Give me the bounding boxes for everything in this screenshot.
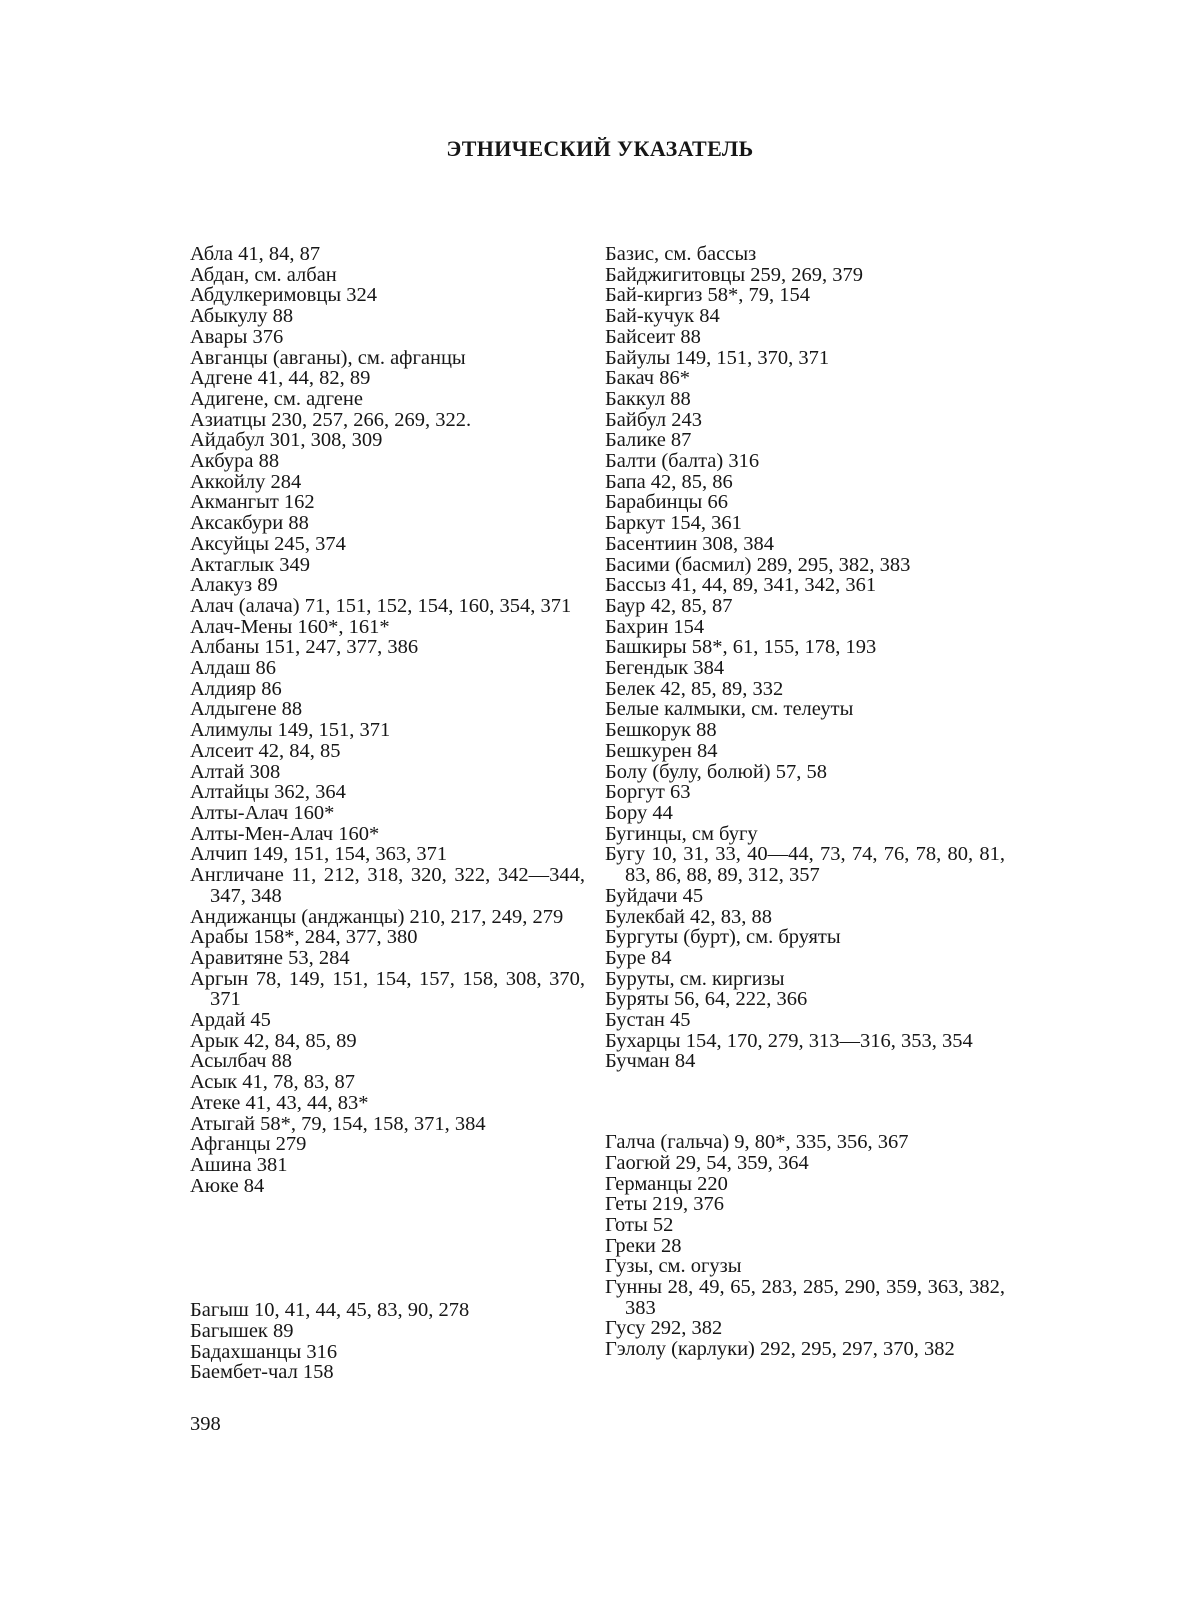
index-entry: Балике 87 [605,429,692,452]
index-entry: Буре 84 [605,946,672,969]
index-entry: Греки 28 [605,1234,682,1257]
index-column-left [190,244,585,1383]
index-entry: Бучман 84 [605,1050,696,1073]
index-entry: Арык 42, 84, 85, 89 [190,1029,357,1052]
index-entry: Бустан 45 [605,1009,691,1032]
index-entry: Аккойлу 284 [190,470,302,493]
index-entry: Абла 41, 84, 87 [190,243,321,265]
index-entry: Бугу 10, 31, 33, 40—44, 73, 74, 76, 78, 80, 81, 83, 86, 88, 89, 312, 357 [605,843,1005,887]
index-entry: Алчип 149, 151, 154, 363, 371 [190,843,448,866]
index-entry: Аргын 78, 149, 151, 154, 157, 158, 308, 370, 371 [190,967,585,1011]
index-entry: Айдабул 301, 308, 309 [190,429,383,452]
index-entry: Азиатцы 230, 257, 266, 269, 322. [190,408,472,431]
index-entry: Баур 42, 85, 87 [605,594,733,617]
index-entry: Бургуты (бурт), см. бруяты [605,926,841,949]
index-entry: Буруты, см. киргизы [605,967,785,990]
index-entry: Белек 42, 85, 89, 332 [605,677,784,700]
index-entry: Гузы, см. огузы [605,1255,742,1278]
index-entry: Авары 376 [190,325,284,348]
index-entry: Абыкулу 88 [190,305,294,328]
index-entry: Готы 52 [605,1213,674,1236]
page-number: 398 [190,1413,221,1435]
index-section-b-continued [190,1300,585,1383]
index-entry: Бахрин 154 [605,615,705,638]
index-entry: Авганцы (авганы), см. афганцы [190,346,466,369]
index-section-a [190,244,585,1196]
index-entry: Бассыз 41, 44, 89, 341, 342, 361 [605,574,877,597]
index-entry: Басими (басмил) 289, 295, 382, 383 [605,553,911,576]
index-entry: Бору 44 [605,801,673,824]
index-column-right [605,244,1005,1360]
section-gap [190,1196,585,1300]
index-entry: Байбул 243 [605,408,702,431]
index-entry: Багышек 89 [190,1320,294,1343]
index-entry: Алдияр 86 [190,677,282,700]
index-entry: Бешкурен 84 [605,739,718,762]
index-entry: Багыш 10, 41, 44, 45, 83, 90, 278 [190,1299,470,1322]
index-entry: Абдан, см. албан [190,263,337,286]
index-entry: Байсеит 88 [605,325,701,348]
index-entry: Алты-Мен-Алач 160* [190,822,380,845]
index-entry: Алтайцы 362, 364 [190,781,346,804]
index-entry: Геты 219, 376 [605,1193,724,1216]
index-entry: Гунны 28, 49, 65, 283, 285, 290, 359, 363, 382, 383 [605,1276,1005,1319]
index-entry: Абдулкеримовцы 324 [190,284,377,307]
index-entry: Басентиин 308, 384 [605,532,775,555]
index-entry: Бугинцы, см бугу [605,822,758,845]
index-entry: Алдаш 86 [190,657,276,680]
index-entry: Бай-кучук 84 [605,305,720,328]
index-entry: Алтай 308 [190,760,281,783]
index-entry: Гаогюй 29, 54, 359, 364 [605,1151,809,1174]
index-entry: Барабинцы 66 [605,491,728,514]
index-entry: Германцы 220 [605,1172,728,1195]
index-entry: Булекбай 42, 83, 88 [605,905,773,928]
section-gap [605,1072,1005,1132]
index-entry: Алдыгене 88 [190,698,303,721]
index-entry: Ардай 45 [190,1009,271,1032]
index-entry: Актаглык 349 [190,553,311,576]
index-entry: Арабы 158*, 284, 377, 380 [190,926,418,949]
index-entry: Боргут 63 [605,781,691,804]
index-entry: Асылбач 88 [190,1050,293,1073]
index-entry: Бадахшанцы 316 [190,1340,338,1363]
page-title: ЭТНИЧЕСКИЙ УКАЗАТЕЛЬ [446,136,754,161]
index-entry: Бегендык 384 [605,657,725,680]
index-entry: Бакач 86* [605,367,690,390]
index-entry: Баембет-чал 158 [190,1361,334,1384]
index-entry: Бапа 42, 85, 86 [605,470,733,493]
index-entry: Гэлолу (карлуки) 292, 295, 297, 370, 382 [605,1338,955,1361]
index-entry: Адгене 41, 44, 82, 89 [190,367,371,390]
index-entry: Асык 41, 78, 83, 87 [190,1071,356,1094]
index-entry: Атеке 41, 43, 44, 83* [190,1091,369,1114]
index-entry: Базис, см. бассыз [605,243,757,265]
index-section-b [605,244,1005,1072]
index-entry: Баккул 88 [605,387,691,410]
index-entry: Балти (балта) 316 [605,450,760,473]
index-entry: Буйдачи 45 [605,884,704,907]
index-entry: Албаны 151, 247, 377, 386 [190,636,419,659]
index-entry: Болу (булу, болюй) 57, 58 [605,760,827,783]
index-entry: Англичане 11, 212, 318, 320, 322, 342—344, 347, 348 [190,864,585,907]
index-entry: Бешкорук 88 [605,719,717,742]
index-entry: Байулы 149, 151, 370, 371 [605,346,830,369]
index-entry: Галча (гальча) 9, 80*, 335, 356, 367 [605,1131,909,1154]
index-entry: Алач-Мены 160*, 161* [190,615,390,638]
index-entry: Байджигитовцы 259, 269, 379 [605,263,864,286]
index-entry: Бай-киргиз 58*, 79, 154 [605,284,810,307]
index-entry: Гусу 292, 382 [605,1317,723,1340]
index-entry: Аравитяне 53, 284 [190,946,350,969]
index-entry: Белые калмыки, см. телеуты [605,698,854,721]
index-entry: Андижанцы (анджанцы) 210, 217, 249, 279 [190,905,564,928]
index-entry: Бухарцы 154, 170, 279, 313—316, 353, 354 [605,1029,973,1052]
index-entry: Алакуз 89 [190,574,278,597]
index-entry: Алимулы 149, 151, 371 [190,719,391,742]
index-section-g [605,1132,1005,1360]
index-entry: Акбура 88 [190,450,280,473]
index-entry: Башкиры 58*, 61, 155, 178, 193 [605,636,877,659]
index-entry: Алач (алача) 71, 151, 152, 154, 160, 354, 371 [190,594,572,617]
index-entry: Аксакбури 88 [190,512,309,535]
index-entry: Атыгай 58*, 79, 154, 158, 371, 384 [190,1112,486,1135]
index-entry: Аюке 84 [190,1174,265,1197]
index-entry: Баркут 154, 361 [605,512,742,535]
index-entry: Алсеит 42, 84, 85 [190,739,341,762]
index-entry: Адигене, см. адгене [190,387,363,410]
index-entry: Буряты 56, 64, 222, 366 [605,988,808,1011]
index-entry: Алты-Алач 160* [190,801,335,824]
index-entry: Акмангыт 162 [190,491,315,514]
index-entry: Ашина 381 [190,1153,288,1176]
index-entry: Афганцы 279 [190,1133,307,1156]
index-entry: Аксуйцы 245, 374 [190,532,346,555]
